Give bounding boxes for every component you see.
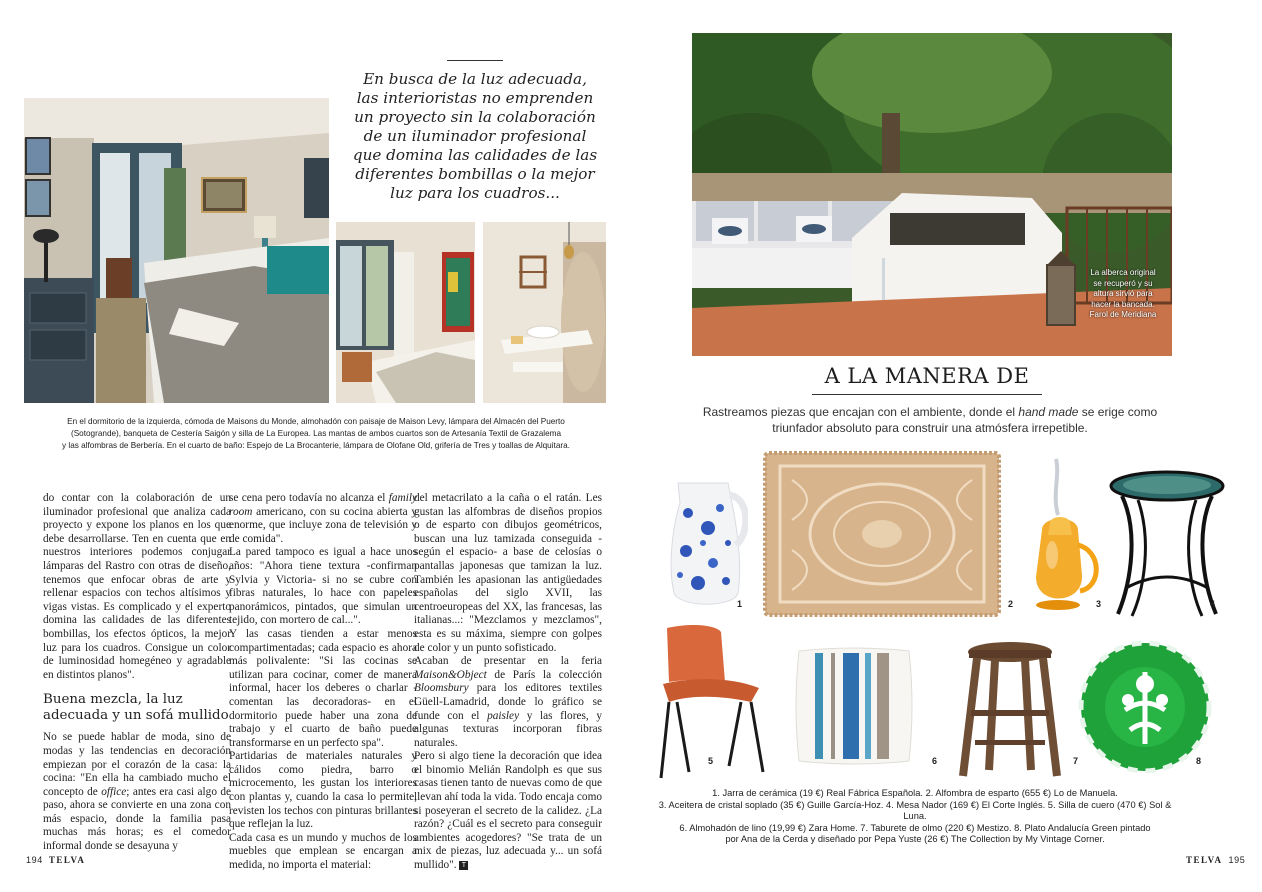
- caption-line: En el dormitorio de la izquierda, cómoda de Maisons du Monde, almohadón con paisaje de Maison Levy, lámpara del Almacén del Puerto: [67, 417, 565, 426]
- paragraph: Pero si algo tiene la decoración que idea el binomio Melián Randolph es que sus casas tienen tanto de nuevas como de que llevan ahí toda la vida. Todo encaja como si poseyeran el secreto de la calidez. ¿La razón? ¿Cuál es el secreto para conseguir ambientes acogedores? "Se trata de un mix de piezas, luz adecuada y... un sofá mullido". T: [414, 750, 602, 872]
- bedroom-photo: [24, 98, 329, 403]
- product-glass-cruet: [1022, 455, 1106, 620]
- article-column-3: [414, 492, 602, 873]
- caption-line: por Ana de la Cerda y diseñado por Pepa Yuste (26 €) The Collection by My Vintage Corner.: [725, 834, 1105, 845]
- pull-quote-text: En busca de la luz adecuada, las interioristas no emprenden un proyecto sin la colaboración de un iluminador profesional que domina las calidades de las diferentes bombillas o la mejor luz para los cuadros...: [352, 70, 598, 202]
- section-title: A LA MANERA DE: [824, 364, 1030, 388]
- product-number: 2: [1008, 599, 1014, 609]
- product-elm-stool: [955, 640, 1065, 780]
- paragraph: Y las casas tienden a estar menos compartimentadas; cada espacio es ahora más polivalente: "Si las cocinas se utilizan para cocinar, comer de manera informal, hacer los deberes o charlar -comentan las decoradoras- en el dormitorio puede haber una zona de trabajo y el cuarto de baño puede transformarse en un perfecto spa".: [229, 627, 417, 749]
- paragraph: del metacrilato a la caña o el ratán. Les gustan las alfombras de diseños propios o de esparto con dibujos geométricos, buscan una luz tamizada conseguida -según el espacio- a base de celosías o pantallas japonesas que tamizan la luz. También les apasionan las antigüedades españolas del siglo XVII, las centroeuropeas del XX, las francesas, las italianas...: "Mezclamos y mezclamos", esta es su máxima, siempre con golpes de color y un punto sofisticado.: [414, 492, 602, 654]
- paragraph: se cena pero todavía no alcanza el family room americano, con su cocina abierta y enorme, que incluye zona de televisión y de comida".: [229, 492, 417, 545]
- product-number: 3: [1096, 599, 1102, 609]
- product-number: 1: [737, 599, 743, 609]
- paragraph: Partidarias de materiales naturales y cálidos como piedra, barro o microcemento, les gustan los interiores con plantas y, cuando la casa lo permite, revisten los techos con pinturas brillantes que reflejan la luz.: [229, 750, 417, 831]
- product-number: 8: [1196, 756, 1202, 766]
- product-esparto-rug: [762, 450, 1002, 618]
- product-number: 5: [708, 756, 714, 766]
- product-linen-cushion: [793, 645, 915, 767]
- end-mark-icon: T: [459, 861, 468, 870]
- heading-underline: [812, 394, 1042, 395]
- product-green-plate: [1078, 640, 1212, 774]
- product-number: 6: [932, 756, 938, 766]
- section-lede: Rastreamos piezas que encajan con el ambiente, donde el hand made se erige como triunfador absoluto para construir una atmósfera irrepetible.: [702, 405, 1158, 435]
- caption-line: y las alfombras de Berbería. En el cuarto de baño: Espejo de La Brocanterie, lámpara de Olofane Old, grifería de Tres y toallas de Alquitara.: [62, 441, 570, 450]
- product-mosaic-table: [1108, 470, 1226, 620]
- paragraph: La pared tampoco es igual a hace unos años: "Ahora tiene textura -confirman Sylvia y Victoria- si no se cubre con fibras naturales, lo hace con papeles panorámicos, pintados, que simulan un tejido, con mortero de cal...".: [229, 546, 417, 627]
- quote-rule: [447, 60, 503, 61]
- paragraph: Acaban de presentar en la feria Maison&Object de París la colección Bloomsbury para los editores textiles Güell-Lamadrid, donde lo gráfico se funde con el paisley y las flores, y algunas texturas incorporan fibras naturales.: [414, 655, 602, 749]
- products-caption: [650, 788, 1180, 846]
- article-column-1: [43, 492, 231, 854]
- terrace-photo-caption: La alberca original se recuperó y su altura sirvió para hacer la bancada. Farol de Meridiana: [1089, 268, 1157, 319]
- pull-quote: [350, 60, 600, 203]
- page-number: 194: [26, 855, 43, 865]
- paragraph: do contar con la colaboración de un iluminador profesional que analiza cada proyecto y expone los planos en los que debe desarrollarse. Ten en cuenta que en nuestros interiores podemos conjugar lámparas del Rastro con otras de diseño, tenemos que enfocar obras de arte y rellenar espacios con techos altísimos y vigas vistas. Es complicado y el experto domina las calidades de las diferentes bombillas, los efectos ópticos, la mejor luz para los cuadros. Consigue un color de luminosidad homegéneo y agradable en distintos planos".: [43, 492, 231, 681]
- caption-line: 3. Aceitera de cristal soplado (35 €) Guille García-Hoz. 4. Mesa Nador (169 €) El Corte Inglés. 5. Silla de cuero (470 €) Sol & Luna.: [658, 799, 1172, 822]
- folio-right: [1180, 855, 1245, 865]
- subheading: Buena mezcla, la luz adecuada y un sofá mullido: [43, 692, 229, 723]
- caption-line: (Sotogrande), banqueta de Cestería Saigón y silla de La Europea. Las mantas de ambos cuartos son de Artesanía Textil de Grazalema: [70, 429, 562, 438]
- product-number: 4: [1210, 599, 1216, 609]
- photo-caption-left: [30, 416, 602, 452]
- magazine-name: TELVA: [1186, 855, 1223, 865]
- paragraph: Cada casa es un mundo y muchos de los muebles que emplean se encargan a medida, no importa el material:: [229, 831, 417, 872]
- section-heading: [712, 364, 1142, 395]
- article-column-2: [229, 492, 417, 873]
- magazine-name: TELVA: [48, 855, 86, 865]
- caption-line: 1. Jarra de cerámica (19 €) Real Fábrica Española. 2. Alfombra de esparto (655 €) Lo de Manuela.: [712, 788, 1118, 798]
- paragraph: No se puede hablar de moda, sino de modas y las tendencias en decoración empiezan por el corazón de la casa: la cocina: "En ella ha cambiado mucho el concepto de office; antes era casi algo de paso, ahora se convierte en una zona con más espacio, donde la familia pasa muchas más horas; es el comedor informal donde se desayuna y: [43, 731, 232, 853]
- second-bedroom-photo: [336, 222, 475, 403]
- folio-left: [26, 855, 91, 865]
- caption-line: 6. Almohadón de lino (19,99 €) Zara Home. 7. Taburete de olmo (220 €) Mestizo. 8. Plato Andalucía Green pintado: [679, 822, 1151, 833]
- product-number: 7: [1073, 756, 1079, 766]
- bathroom-photo: [483, 222, 606, 403]
- product-ceramic-jug: [658, 473, 748, 613]
- page-number: 195: [1228, 855, 1246, 865]
